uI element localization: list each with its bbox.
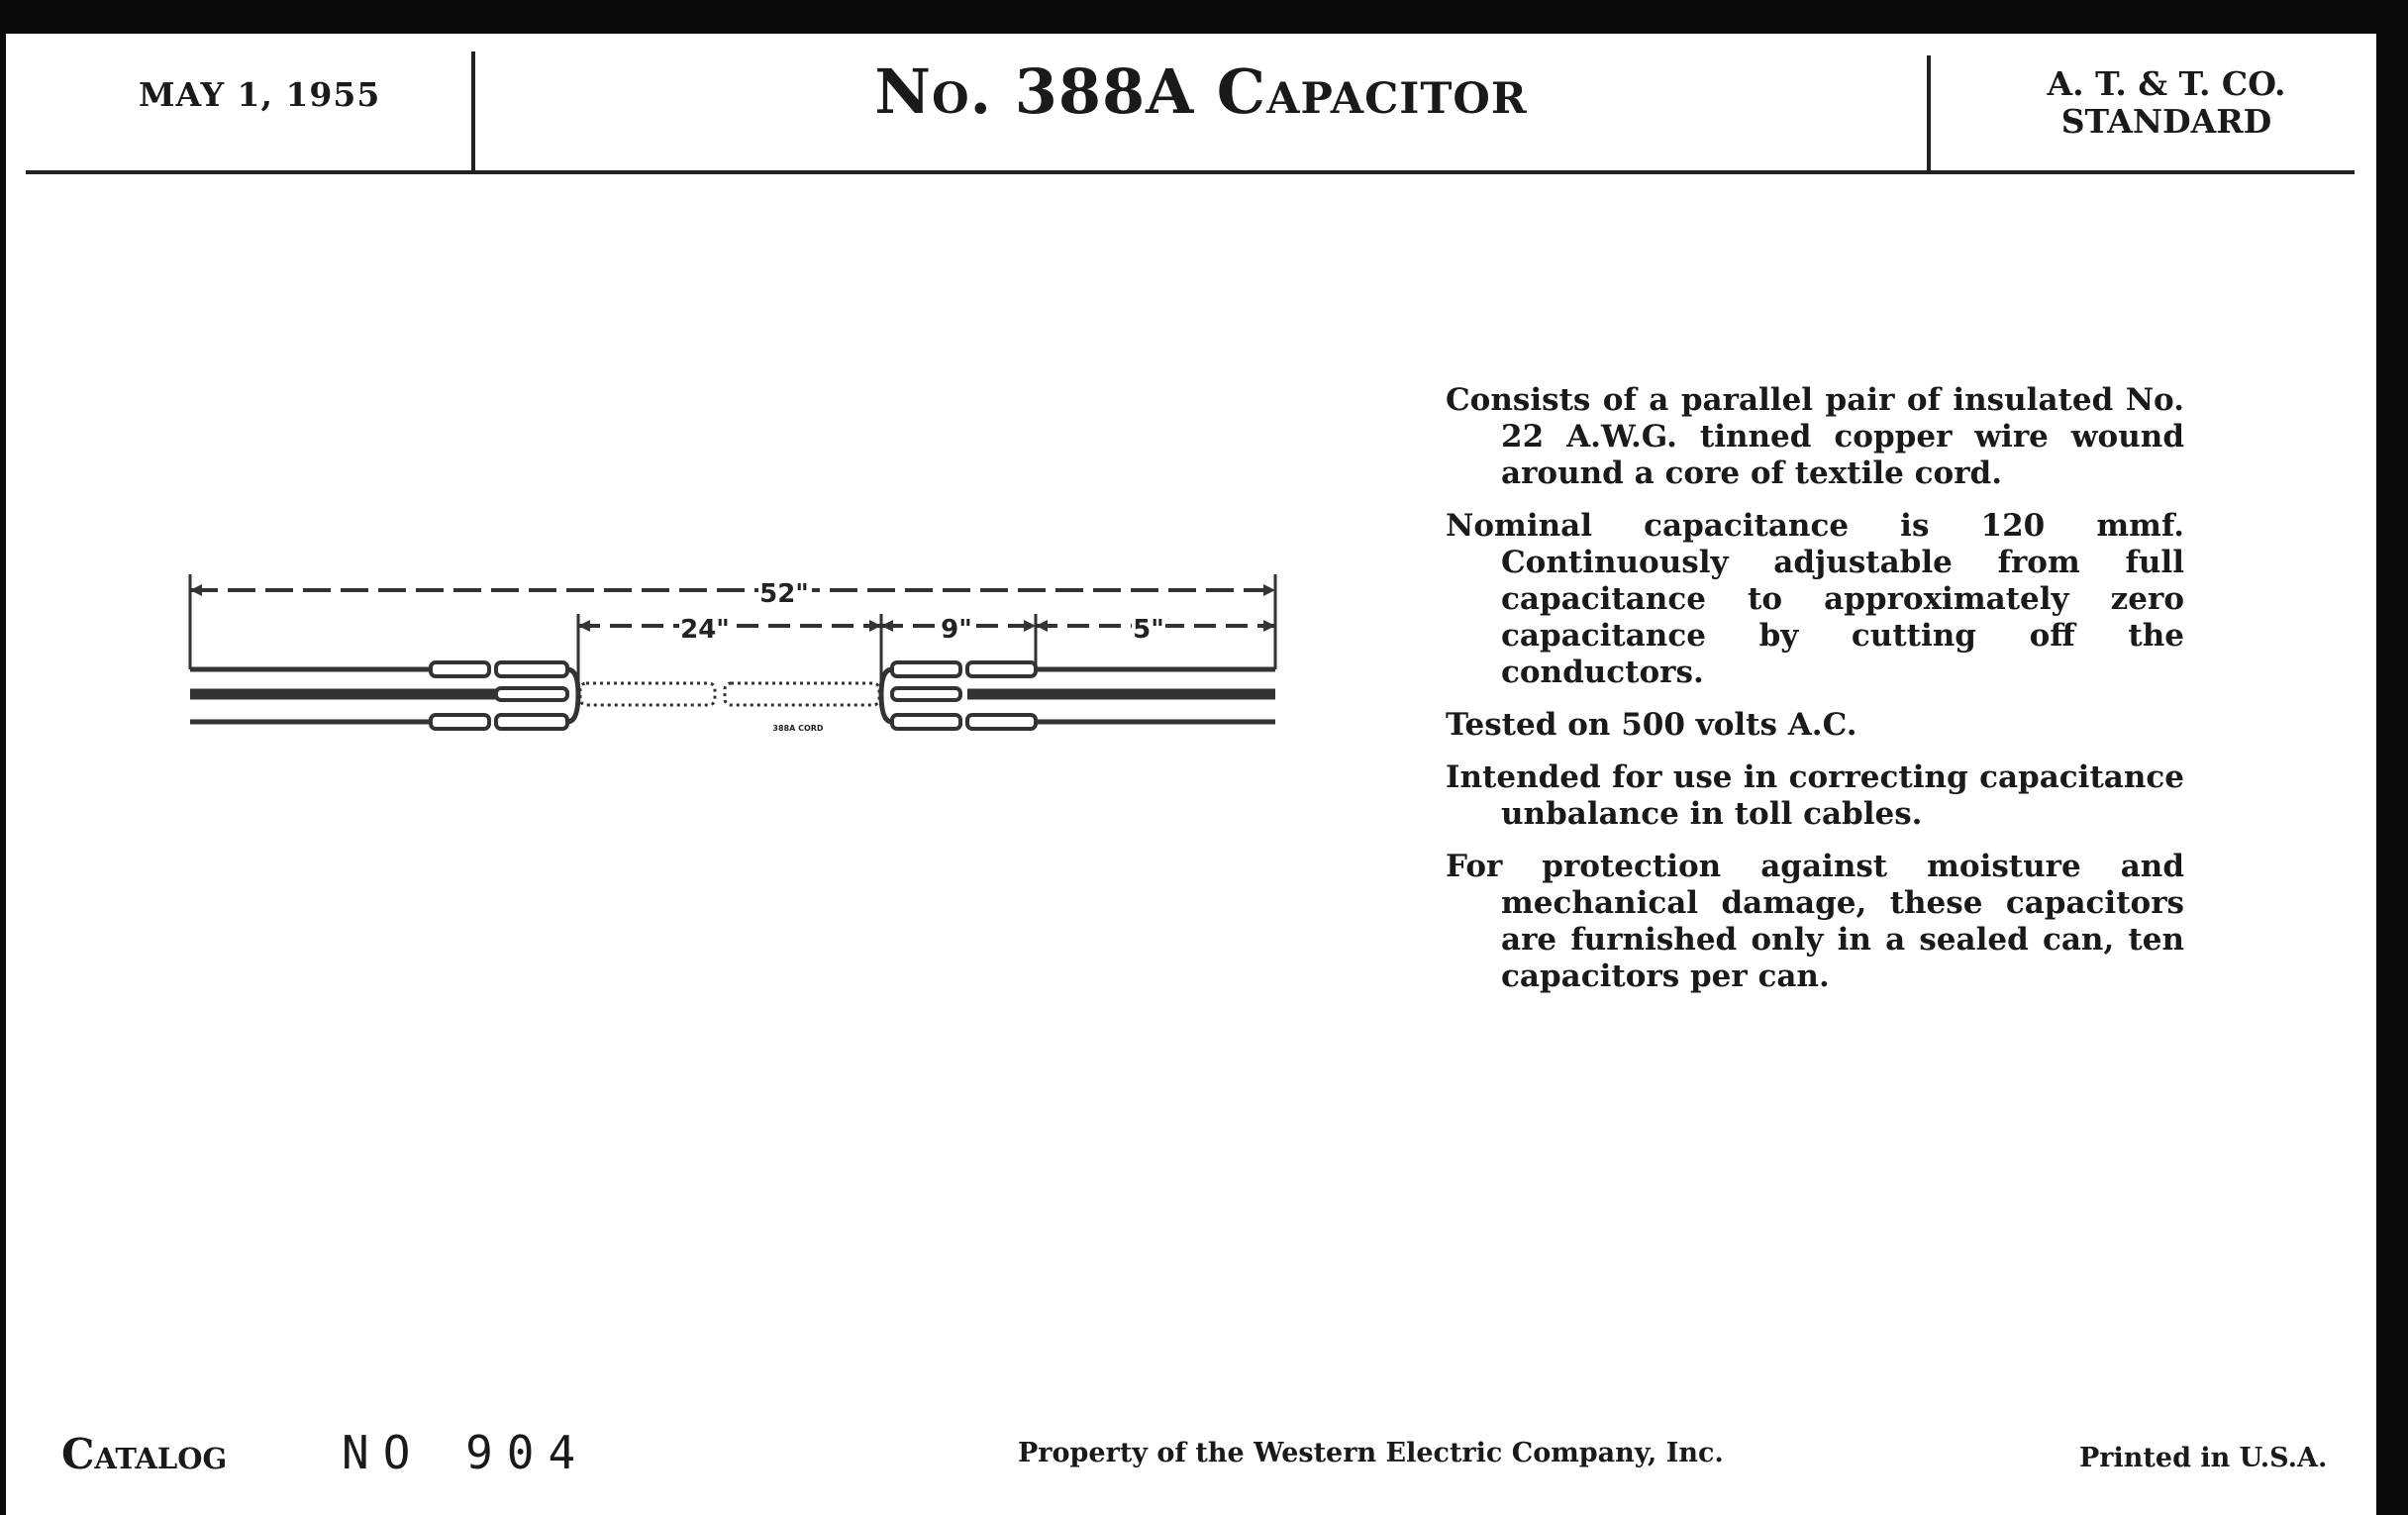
sleeve bbox=[892, 688, 960, 700]
core-cord-label: 388A CORD bbox=[772, 724, 824, 733]
arrowhead bbox=[190, 584, 202, 596]
arrowhead bbox=[1263, 620, 1275, 632]
standard-line-2: STANDARD bbox=[2060, 102, 2272, 141]
issue-date: MAY 1, 1955 bbox=[139, 75, 381, 114]
sleeve bbox=[967, 662, 1036, 676]
property-notice: Property of the Western Electric Company, Inc. bbox=[1018, 1438, 1724, 1468]
description-paragraph: Nominal capacitance is 120 mmf. Continuously adjustable from full capacitance to approximately zero capacitance by cutting off the conductors. bbox=[1446, 508, 2184, 690]
arrowhead bbox=[1036, 620, 1048, 632]
catalog-number: NO 904 bbox=[342, 1426, 590, 1479]
arrowhead bbox=[869, 620, 881, 632]
sleeve bbox=[892, 662, 960, 676]
arrowhead bbox=[1024, 620, 1036, 632]
sleeve bbox=[892, 715, 960, 729]
catalog-label: Catalog bbox=[61, 1430, 228, 1478]
wound-coil bbox=[580, 683, 715, 705]
dimension-label-tube: 9" bbox=[941, 615, 972, 645]
sleeve bbox=[496, 662, 567, 676]
sleeve bbox=[967, 715, 1036, 729]
description bbox=[1446, 382, 2184, 1011]
sleeve bbox=[496, 715, 567, 729]
dimension-label-core: 24" bbox=[680, 615, 730, 645]
arrowhead bbox=[578, 620, 590, 632]
sleeve bbox=[431, 662, 489, 676]
sleeve bbox=[431, 715, 489, 729]
standard-line-1: A. T. & T. CO. bbox=[2047, 64, 2286, 103]
printed-notice: Printed in U.S.A. bbox=[2079, 1443, 2328, 1473]
page-title: No. 388A Capacitor bbox=[874, 55, 1528, 128]
description-paragraph: For protection against moisture and mechanical damage, these capacitors are furnished only in a sealed can, ten capacitors per can. bbox=[1446, 849, 2184, 994]
dimension-label-overall: 52" bbox=[759, 579, 809, 609]
arrowhead bbox=[1263, 584, 1275, 596]
sleeve bbox=[496, 688, 567, 700]
description-paragraph: Intended for use in correcting capacitance unbalance in toll cables. bbox=[1446, 759, 2184, 832]
description-paragraph: Consists of a parallel pair of insulated No. 22 A.W.G. tinned copper wire wound around a core of textile cord. bbox=[1446, 382, 2184, 491]
dimension-label-end: 5" bbox=[1133, 615, 1164, 645]
arrowhead bbox=[881, 620, 893, 632]
wound-coil bbox=[725, 683, 879, 705]
description-paragraph: Tested on 500 volts A.C. bbox=[1446, 707, 1857, 743]
